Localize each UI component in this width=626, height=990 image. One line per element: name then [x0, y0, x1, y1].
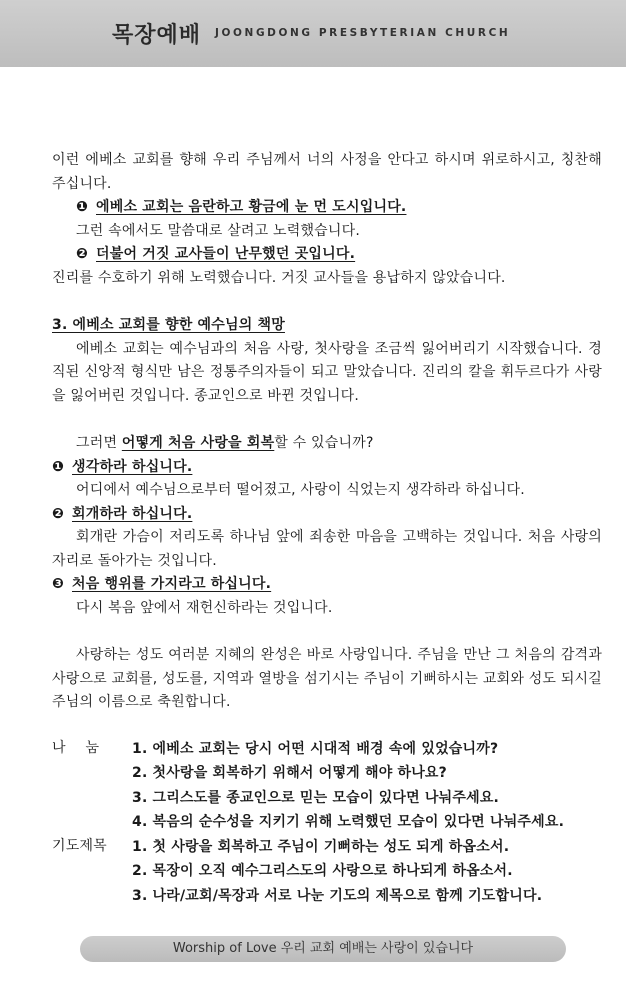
closing-paragraph: 사랑하는 성도 여러분 지혜의 완성은 바로 사랑입니다. 주님을 만난 그 처음의 감격과 사랑으로 교회를, 성도를, 지역과 열방을 섬기시는 주님이 기뻐하시는 교회와 성도 되시길 주님의 이름으로 축원합니다. [52, 647, 602, 710]
header-subtitle: JOONGDONG PRESBYTERIAN CHURCH [215, 27, 511, 39]
praise-item-2-title: ❷ 더불어 거짓 교사들이 난무했던 곳입니다. [52, 243, 602, 267]
sharing-item: 1. 에베소 교회는 당시 어떤 시대적 배경 속에 있었습니까? [132, 740, 499, 757]
praise-item-1-body: 그런 속에서도 말씀대로 살려고 노력했습니다. [76, 222, 361, 239]
prayer-item: 2. 목장이 오직 예수그리스도의 사랑으로 하나되게 하옵소서. [132, 863, 513, 879]
sharing-item: 2. 첫사랑을 회복하기 위해서 어떻게 해야 하나요? [132, 765, 447, 781]
step-2-title: ❷ 회개하라 하십니다. [52, 503, 602, 527]
step-3-title: ❸ 처음 행위를 가지라고 하십니다. [52, 573, 602, 597]
step-1-body: 어디에서 예수님으로부터 떨어졌고, 사랑이 식었는지 생각하라 하십니다. [76, 482, 525, 498]
step-2-body: 회개란 가슴이 저리도록 하나님 앞에 죄송한 마음을 고백하는 것입니다. 처음 사랑의 자리로 돌아가는 것입니다. [52, 529, 602, 569]
praise-item-2-body: 진리를 수호하기 위해 노력했습니다. 거짓 교사들을 용납하지 않았습니다. [52, 269, 506, 286]
sharing-item: 3. 그리스도를 종교인으로 믿는 모습이 있다면 나눠주세요. [132, 789, 500, 806]
section-3-body: 에베소 교회는 예수님과의 처음 사랑, 첫사랑을 조금씩 잃어버리기 시작했습니다. 경직된 신앙적 형식만 남은 정통주의자들이 되고 말았습니다. 진리의 칼을 휘두르다가 사랑을 잃어버린 것입니다. 종교인으로 바뀐 것입니다. [52, 340, 602, 404]
header-banner [0, 0, 626, 67]
footer-banner: Worship of Love 우리 교회 예배는 사랑이 있습니다 [80, 936, 566, 962]
header-title: 목장예배 [112, 23, 202, 48]
number-1-icon: ❶ [76, 199, 89, 215]
sharing-label: 나눔 [52, 739, 120, 756]
number-1-icon: ❶ [52, 458, 65, 475]
number-2-icon: ❷ [52, 505, 65, 522]
prayer-item: 3. 나라/교회/목장과 서로 나눈 기도의 제목으로 함께 기도합니다. [132, 887, 543, 904]
prayer-item: 1. 첫 사랑을 회복하고 주님이 기뻐하는 성도 되게 하옵소서. [132, 838, 510, 855]
sharing-item: 4. 복음의 순수성을 지키기 위해 노력했던 모습이 있다면 나눠주세요. [132, 814, 565, 830]
intro-paragraph: 이런 에베소 교회를 향해 우리 주님께서 너의 사정을 안다고 하시며 위로하시고, 칭찬해 주십니다. [52, 152, 602, 192]
prayer-section [52, 835, 602, 909]
step-3-body: 다시 복음 앞에서 재헌신하라는 것입니다. [76, 599, 333, 616]
sermon-content [52, 149, 602, 908]
number-2-icon: ❷ [76, 246, 89, 262]
praise-item-1-title: ❶ 에베소 교회는 음란하고 황금에 눈 먼 도시입니다. [52, 196, 602, 220]
section-3-title: 3. 에베소 교회를 향한 예수님의 책망 [52, 317, 285, 333]
number-3-icon: ❸ [52, 576, 65, 592]
question-line: 그러면 어떻게 처음 사랑을 회복할 수 있습니까? [76, 435, 374, 451]
prayer-label: 기도제목 [52, 837, 107, 854]
step-1-title: ❶ 생각하라 하십니다. [52, 456, 602, 480]
sharing-section [52, 737, 602, 835]
